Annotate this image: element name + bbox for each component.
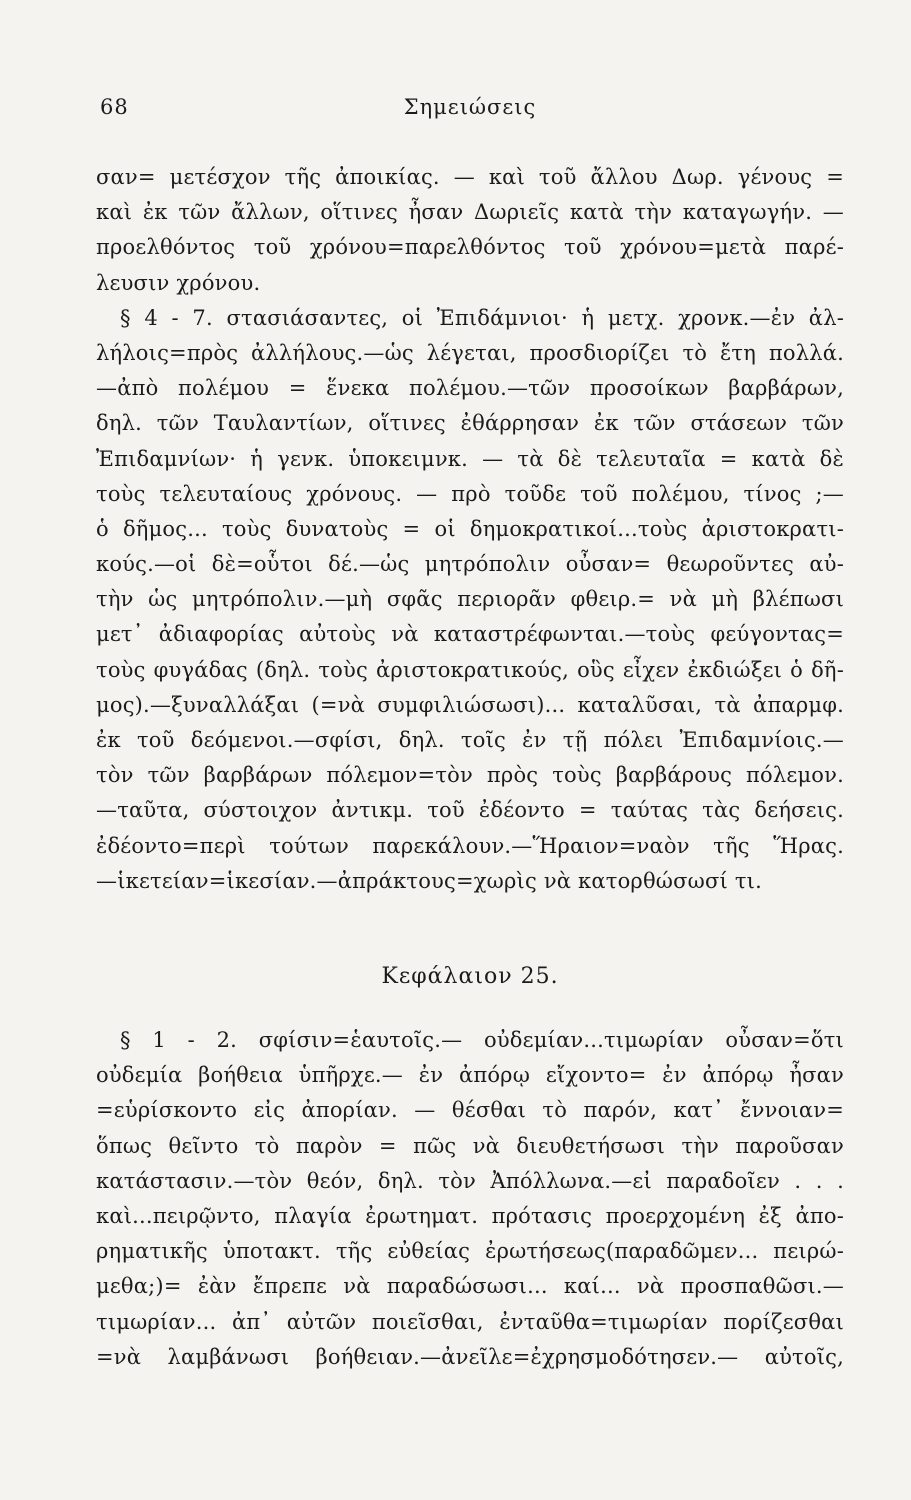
text-line: τοὺς τελευταίους χρόνους. — πρὸ τοῦδε τοῦ πολέμου, τίνος ;— xyxy=(96,481,844,506)
text-line: προελθόντος τοῦ χρόνου=παρελθόντος τοῦ χρόνου=μετὰ παρέ- xyxy=(96,235,844,260)
text-line: § 1 - 2. σφίσιν=ἑαυτοῖς.— οὐδεμίαν...τιμωρίαν οὖσαν=ὅτι xyxy=(120,1028,844,1052)
text-line: =νὰ λαμβάνωσι βοήθειαν.—ἀνεῖλε=ἐχρησμοδότησεν.— αὐτοῖς, xyxy=(96,1344,844,1369)
text-line: —ἀπὸ πολέμου = ἕνεκα πολέμου.—τῶν προσοίκων βαρβάρων, xyxy=(96,376,844,401)
text-line: Ἐπιδαμνίων· ἡ γενκ. ὑποκειμνκ. — τὰ δὲ τελευταῖα = κατὰ δὲ xyxy=(96,446,844,471)
text-line: καὶ ἐκ τῶν ἄλλων, οἵτινες ἦσαν Δωριεῖς κατὰ τὴν καταγωγήν. — xyxy=(96,200,844,225)
text-line: ἐδέοντο=περὶ τούτων παρεκάλουν.—Ἥραιον=ναὸν τῆς Ἥρας. xyxy=(96,833,844,858)
text-line: —ἱκετείαν=ἱκεσίαν.—ἀπράκτους=χωρὶς νὰ κατορθώσωσί τι. xyxy=(96,868,762,893)
text-line: =εὑρίσκοντο εἰς ἀπορίαν. — θέσθαι τὸ παρόν, κατ᾽ ἔννοιαν= xyxy=(96,1098,844,1123)
page-header xyxy=(100,95,840,129)
text-line: —ταῦτα, σύστοιχον ἀντικμ. τοῦ ἐδέοντο = ταύτας τὰς δεήσεις. xyxy=(96,798,844,823)
text-line: τιμωρίαν... ἀπ᾽ αὐτῶν ποιεῖσθαι, ἐνταῦθα=τιμωρίαν πορίζεσθαι xyxy=(96,1309,844,1334)
text-line: ρηματικῆς ὑποτακτ. τῆς εὐθείας ἐρωτήσεως(παραδῶμεν... πειρώ- xyxy=(96,1239,844,1264)
text-line: μεθα;)= ἐὰν ἔπρεπε νὰ παραδώσωσι... καί... νὰ προσπαθῶσι.— xyxy=(96,1274,844,1299)
running-title: Σημειώσεις xyxy=(403,95,537,119)
text-line: τοὺς φυγάδας (δηλ. τοὺς ἀριστοκρατικούς, οὓς εἶχεν ἐκδιώξει ὁ δῆ- xyxy=(96,657,844,682)
text-line: ἐκ τοῦ δεόμενοι.—σφίσι, δηλ. τοῖς ἐν τῇ πόλει Ἐπιδαμνίοις.— xyxy=(96,728,844,752)
text-line: τὴν ὡς μητρόπολιν.—μὴ σφᾶς περιορᾶν φθειρ.= νὰ μὴ βλέπωσι xyxy=(96,587,844,612)
text-line: λευσιν χρόνου. xyxy=(96,270,261,295)
notes-section-25 xyxy=(96,1023,844,1375)
notes-section-24 xyxy=(96,160,844,899)
text-line: ὅπως θεῖντο τὸ παρὸν = πῶς νὰ διευθετήσωσι τὴν παροῦσαν xyxy=(96,1133,844,1158)
text-line: οὐδεμία βοήθεια ὑπῆρχε.— ἐν ἀπόρῳ εἴχοντο= ἐν ἀπόρῳ ἦσαν xyxy=(96,1063,844,1088)
text-line: μος).—ξυναλλάξαι (=νὰ συμφιλιώσωσι)... καταλῦσαι, τὰ ἀπαρμφ. xyxy=(96,692,844,717)
text-line: κούς.—οἱ δὲ=οὗτοι δέ.—ὡς μητρόπολιν οὖσαν= θεωροῦντες αὐ- xyxy=(96,552,844,577)
text-line: δηλ. τῶν Ταυλαντίων, οἵτινες ἐθάρρησαν ἐκ τῶν στάσεων τῶν xyxy=(96,411,844,436)
page-number: 68 xyxy=(100,95,129,119)
text-line: § 4 - 7. στασιάσαντες, οἱ Ἐπιδάμνιοι· ἡ μετχ. χρονκ.—ἐν ἀλ- xyxy=(120,305,844,330)
text-line: μετ᾽ ἀδιαφορίας αὐτοὺς νὰ καταστρέφωνται.—τοὺς φεύγοντας= xyxy=(96,622,844,647)
text-line: κατάστασιν.—τὸν θεόν, δηλ. τὸν Ἀπόλλωνα.—εἰ παραδοῖεν . . . xyxy=(96,1168,844,1193)
text-line: σαν= μετέσχον τῆς ἀποικίας. — καὶ τοῦ ἄλλου Δωρ. γένους = xyxy=(96,165,844,189)
text-line: καὶ...πειρῷντο, πλαγία ἐρωτηματ. πρότασις προερχομένη ἐξ ἀπο- xyxy=(96,1203,844,1228)
text-line: λήλοις=πρὸς ἀλλήλους.—ὡς λέγεται, προσδιορίζει τὸ ἔτη πολλά. xyxy=(96,340,844,365)
text-line: τὸν τῶν βαρβάρων πόλεμον=τὸν πρὸς τοὺς βαρβάρους πόλεμον. xyxy=(96,763,844,788)
text-line: ὁ δῆμος... τοὺς δυνατοὺς = οἱ δημοκρατικοί...τοὺς ἀριστοκρατι- xyxy=(96,516,844,541)
chapter-heading: Κεφάλαιον 25. xyxy=(381,964,559,989)
